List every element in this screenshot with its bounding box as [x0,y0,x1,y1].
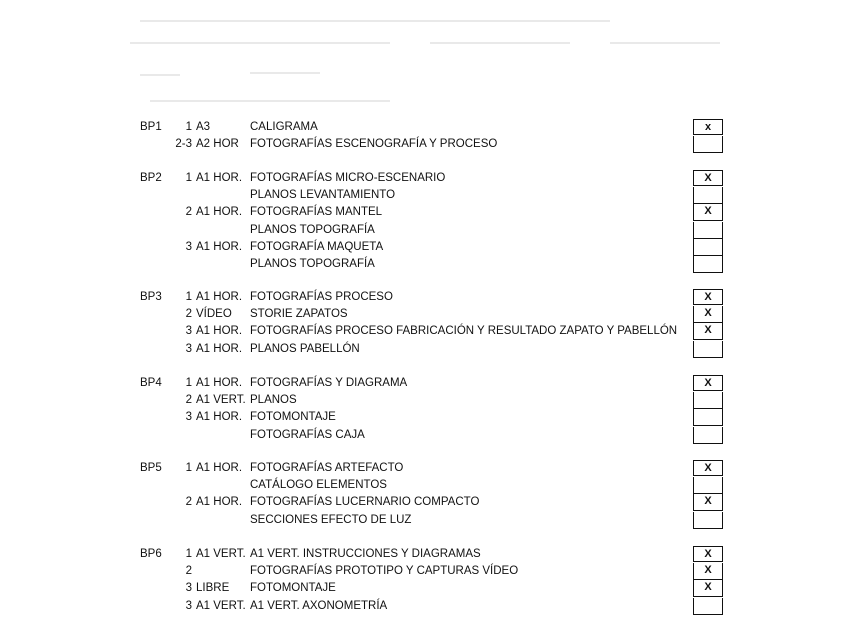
checklist-row [0,580,848,597]
checklist-row [0,512,848,529]
checklist-row [0,136,848,153]
item-description: FOTOGRAFÍAS PROTOTIPO Y CAPTURAS VÍDEO [250,565,519,578]
sheet-number: 1 [185,462,192,474]
sheet-format: A2 HOR [196,138,239,151]
checkbox[interactable] [693,256,723,273]
section-code: BP3 [140,291,162,303]
sheet-format: A1 HOR. [196,496,243,509]
section-code: BP2 [140,172,162,184]
checkbox[interactable] [693,239,723,256]
checkbox[interactable] [693,427,723,444]
checklist-row [0,187,848,204]
checklist-row [0,392,848,409]
checkbox[interactable]: X [693,289,723,305]
checklist-row [0,598,848,615]
checklist-row [0,119,848,136]
sheet-number: 1 [185,377,192,389]
sheet-number: 2 [185,496,192,509]
section-code: BP1 [140,121,162,133]
checkbox[interactable]: x [693,119,723,135]
section-code: BP5 [140,462,162,474]
sheet-number: 2 [185,394,192,407]
sheet-format: A1 HOR. [196,462,243,474]
item-description: STORIE ZAPATOS [250,308,348,321]
checkbox[interactable] [693,477,723,494]
checkbox[interactable] [693,222,723,239]
item-description: FOTOGRAFÍAS PROCESO FABRICACIÓN Y RESULTADO ZAPATO Y PABELLÓN [250,325,678,338]
checklist-row [0,289,848,306]
sheet-format: A1 VERT. [196,394,246,407]
item-description: PLANOS PABELLÓN [250,342,360,355]
checklist-row [0,170,848,187]
item-description: FOTOGRAFÍAS ESCENOGRAFÍA Y PROCESO [250,138,498,151]
checklist-row [0,546,848,563]
item-description: PLANOS TOPOGRAFÍA [250,223,375,236]
item-description: FOTOGRAFÍAS CAJA [250,428,365,441]
section-code: BP4 [140,377,162,389]
item-description: A1 VERT. INSTRUCCIONES Y DIAGRAMAS [250,548,481,560]
sheet-format: A1 HOR. [196,291,243,303]
item-description: CATÁLOGO ELEMENTOS [250,479,387,492]
checkbox[interactable] [693,341,723,358]
sheet-number: 1 [185,172,192,184]
item-description: FOTOGRAFÍAS ARTEFACTO [250,462,404,474]
item-description: FOTOMONTAJE [250,582,336,595]
checklist-row [0,306,848,323]
checklist-row [0,427,848,444]
sheet-number: 3 [185,240,192,253]
checklist-row [0,375,848,392]
item-description: SECCIONES EFECTO DE LUZ [250,513,412,526]
item-description: FOTOMONTAJE [250,411,336,424]
checkbox[interactable]: X [693,204,723,221]
sheet-format: A1 HOR. [196,411,243,424]
checkbox[interactable]: X [693,460,723,476]
section-code: BP6 [140,548,162,560]
checkbox[interactable] [693,392,723,409]
sheet-format: A1 HOR. [196,377,243,389]
sheet-format: A1 HOR. [196,206,243,219]
checklist-row [0,494,848,511]
sheet-number: 3 [185,599,192,612]
checkbox[interactable]: X [693,494,723,511]
sheet-number: 3 [185,582,192,595]
sheet-format: A1 HOR. [196,342,243,355]
checklist-row [0,563,848,580]
sheet-number: 1 [185,121,192,133]
sheet-format: A3 [196,121,211,133]
checkbox[interactable]: X [693,306,723,323]
sheet-format: A1 VERT. [196,599,246,612]
sheet-format: A1 HOR. [196,240,243,253]
checkbox[interactable]: X [693,375,723,391]
sheet-format: A1 VERT. [196,548,246,560]
checklist-row [0,256,848,273]
item-description: FOTOGRAFÍAS LUCERNARIO COMPACTO [250,496,480,509]
checkbox[interactable] [693,187,723,204]
sheet-format: A1 HOR. [196,325,243,338]
checkbox[interactable]: X [693,563,723,580]
checklist-row [0,477,848,494]
checklist-row [0,239,848,256]
checklist-row [0,341,848,358]
sheet-number: 3 [185,342,192,355]
item-description: PLANOS TOPOGRAFÍA [250,258,375,270]
checkbox[interactable]: X [693,580,723,597]
sheet-number: 1 [185,291,192,303]
item-description: FOTOGRAFÍA MAQUETA [250,240,384,253]
checkbox[interactable]: X [693,170,723,186]
checklist-row [0,222,848,239]
checkbox[interactable] [693,598,723,615]
item-description: CALIGRAMA [250,121,318,133]
sheet-number: 1 [185,548,192,560]
checklist-row [0,323,848,340]
sheet-number: 2-3 [175,138,192,151]
checkbox[interactable] [693,136,723,153]
item-description: FOTOGRAFÍAS MANTEL [250,206,383,219]
checkbox[interactable]: X [693,323,723,340]
sheet-format: LIBRE [196,582,230,595]
sheet-number: 2 [185,206,192,219]
checkbox[interactable] [693,512,723,529]
checklist-row [0,204,848,221]
item-description: A1 VERT. AXONOMETRÍA [250,599,388,612]
item-description: FOTOGRAFÍAS PROCESO [250,291,393,303]
sheet-number: 2 [185,565,192,578]
item-description: PLANOS [250,394,297,407]
checklist-row [0,409,848,426]
checkbox[interactable]: X [693,546,723,562]
item-description: FOTOGRAFÍAS Y DIAGRAMA [250,377,408,389]
sheet-number: 2 [185,308,192,321]
sheet-number: 3 [185,325,192,338]
sheet-format: A1 HOR. [196,172,243,184]
sheet-number: 3 [185,411,192,424]
checklist-row [0,460,848,477]
item-description: FOTOGRAFÍAS MICRO-ESCENARIO [250,172,446,184]
item-description: PLANOS LEVANTAMIENTO [250,189,396,202]
checkbox[interactable] [693,409,723,426]
sheet-format: VÍDEO [196,308,232,321]
